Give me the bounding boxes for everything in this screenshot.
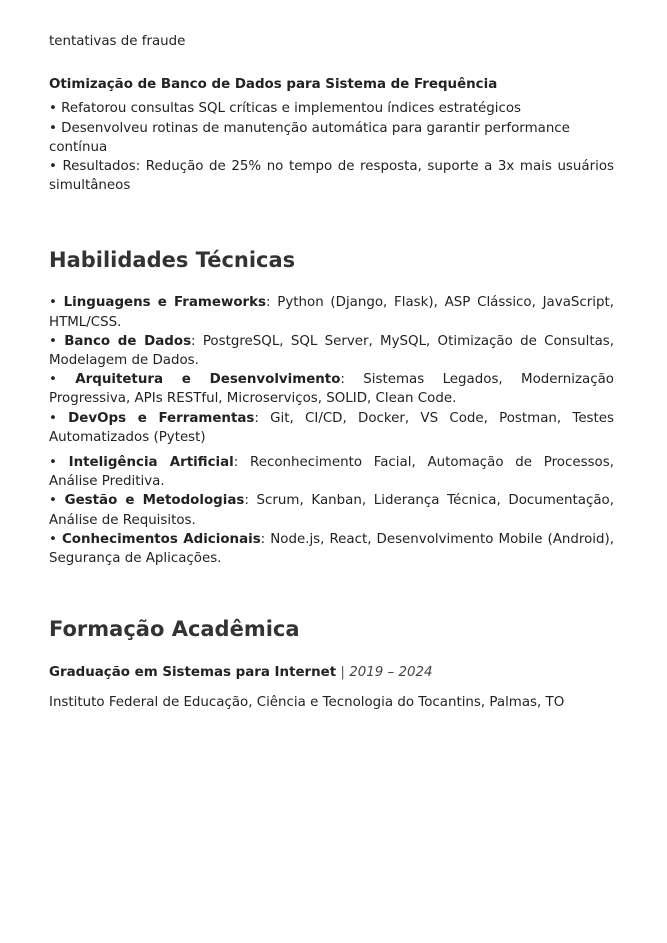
skills-section xyxy=(49,247,614,568)
skill-value: : Node.js, React, Desenvolvimento Mobile (Android), Segurança de Aplicações. xyxy=(49,531,614,567)
skill-item: • DevOps e Ferramentas: Git, CI/CD, Docker, VS Code, Postman, Testes Automatizados (Pytest) xyxy=(49,410,615,445)
skill-value: : Reconhecimento Facial, Automação de Processos, Análise Preditiva. xyxy=(49,455,614,490)
skill-label: Gestão e Metodologias xyxy=(64,493,245,509)
skill-value: : Scrum, Kanban, Liderança Técnica, Documentação, Análise de Requisitos. xyxy=(49,493,615,528)
project-bullet: • Desenvolveu rotinas de manutenção automática para garantir performance contínua xyxy=(49,120,570,155)
skill-value: : Sistemas Legados, Modernização Progressiva, APIs RESTful, Microserviços, SOLID, Clean Code. xyxy=(49,372,614,407)
continuation-text: tentativas de fraude xyxy=(49,34,186,49)
project-title: Otimização de Banco de Dados para Sistema de Frequência xyxy=(49,77,498,93)
skill-label: DevOps e Ferramentas xyxy=(68,410,255,426)
project-bullet: • Resultados: Redução de 25% no tempo de resposta, suporte a 3x mais usuários simultâneos xyxy=(49,159,614,194)
skill-value: : Python (Django, Flask), ASP Clássico, JavaScript, HTML/CSS. xyxy=(49,295,614,330)
skill-item: • Linguagens e Frameworks: Python (Django, Flask), ASP Clássico, JavaScript, HTML/CSS. xyxy=(49,295,614,330)
institution: Instituto Federal de Educação, Ciência e Tecnologia do Tocantins, Palmas, TO xyxy=(49,695,565,711)
skill-label: Arquitetura e Desenvolvimento xyxy=(75,372,341,388)
skill-value: : PostgreSQL, SQL Server, MySQL, Otimização de Consultas, Modelagem de Dados. xyxy=(49,333,615,369)
skill-label: Banco de Dados xyxy=(64,333,192,349)
education-heading: Formação Acadêmica xyxy=(49,617,300,642)
project-bullet: • Refatorou consultas SQL críticas e implementou índices estratégicos xyxy=(49,101,521,117)
education-section xyxy=(49,616,614,712)
project-block xyxy=(49,75,614,195)
education-entry xyxy=(49,663,614,682)
skill-item: • Gestão e Metodologias: Scrum, Kanban, Liderança Técnica, Documentação, Análise de Requisitos. xyxy=(49,493,615,528)
education-period: 2019 – 2024 xyxy=(349,665,433,681)
skill-label: Inteligência Artificial xyxy=(68,455,234,471)
separator: | xyxy=(336,665,350,681)
skill-item: • Conhecimentos Adicionais: Node.js, React, Desenvolvimento Mobile (Android), Segurança de Aplicações. xyxy=(49,531,614,567)
skill-item: • Arquitetura e Desenvolvimento: Sistemas Legados, Modernização Progressiva, APIs RESTful, Microserviços, SOLID, Clean Code. xyxy=(49,372,614,407)
skill-item: • Inteligência Artificial: Reconhecimento Facial, Automação de Processos, Análise Preditiva. xyxy=(49,455,614,490)
skill-value: : Git, CI/CD, Docker, VS Code, Postman, Testes Automatizados (Pytest) xyxy=(49,410,615,445)
skill-item: • Banco de Dados: PostgreSQL, SQL Server, MySQL, Otimização de Consultas, Modelagem de Dados. xyxy=(49,333,615,369)
skills-list xyxy=(49,293,614,568)
skill-label: Linguagens e Frameworks xyxy=(63,295,267,311)
skills-heading: Habilidades Técnicas xyxy=(49,248,296,273)
skill-label: Conhecimentos Adicionais xyxy=(61,531,261,547)
resume-page xyxy=(49,32,614,713)
degree-title: Graduação em Sistemas para Internet xyxy=(49,665,337,681)
